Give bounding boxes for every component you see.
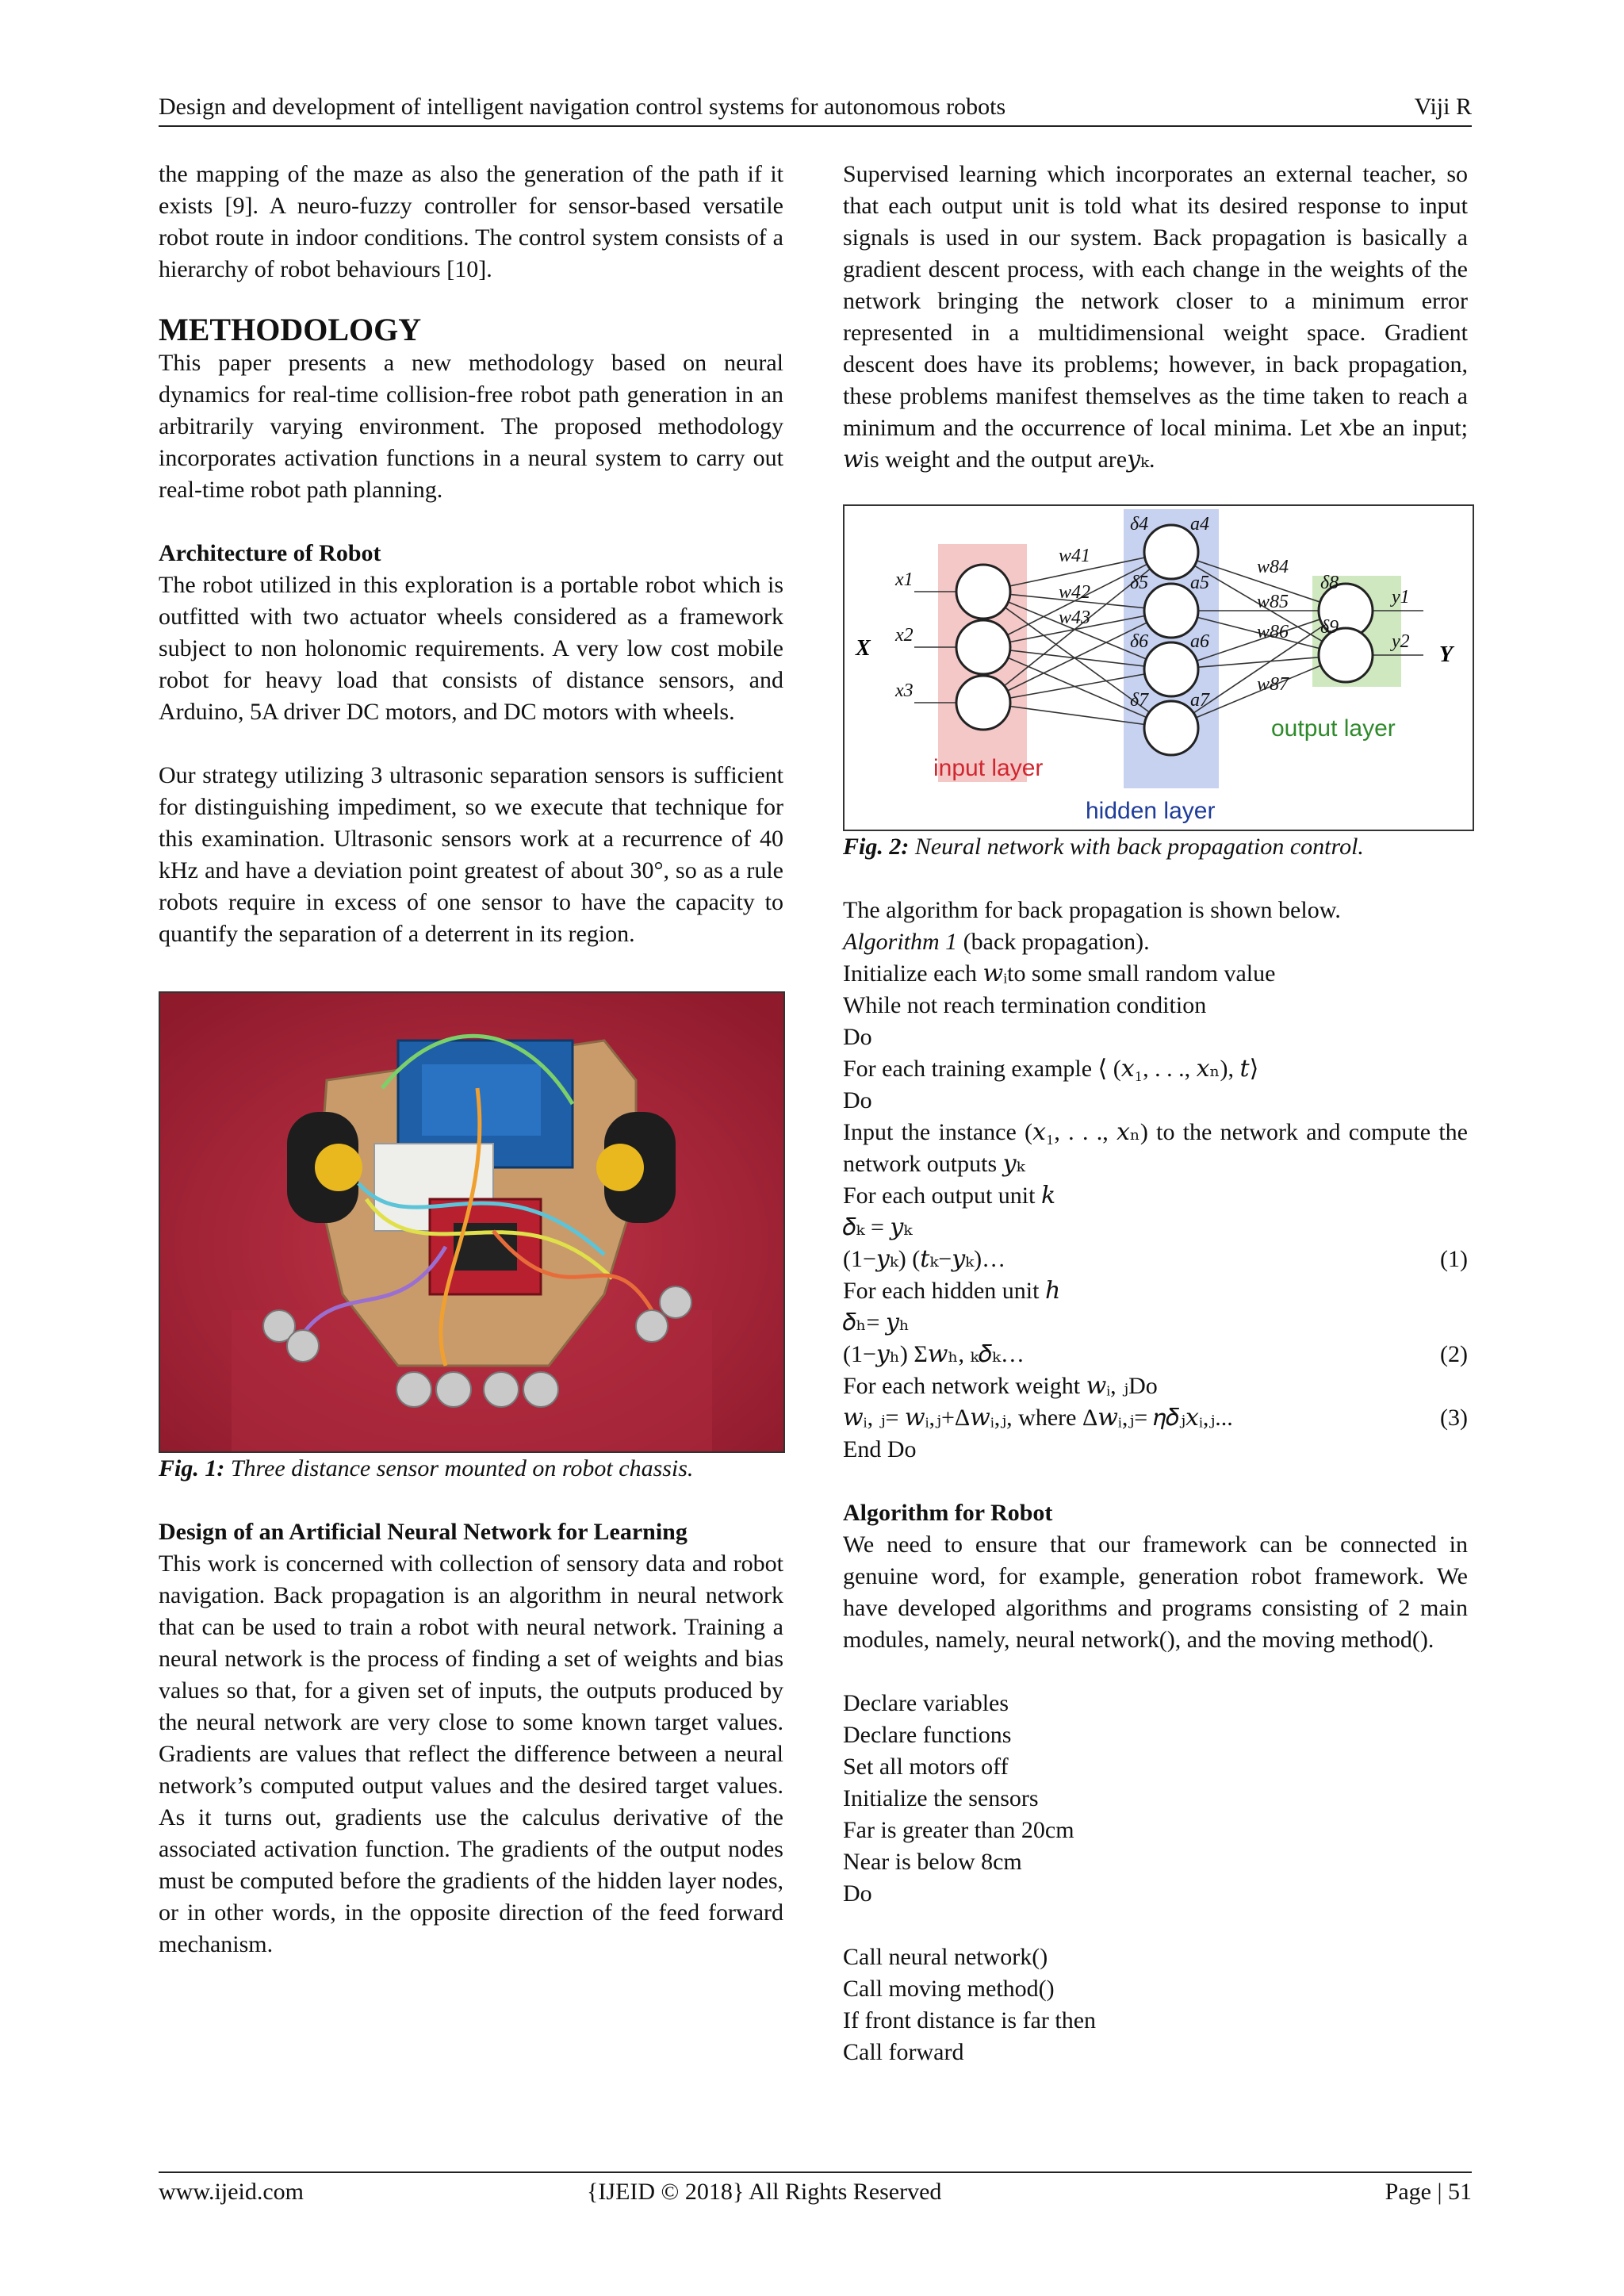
code-line: Far is greater than 20cm (843, 1817, 1074, 1843)
code-line: Do (843, 1880, 872, 1907)
algorithm-intro: The algorithm for back propagation is shown below. (843, 897, 1341, 923)
figure-1-robot-photo (159, 991, 785, 1453)
code-line: Set all motors off (843, 1754, 1009, 1780)
weight-label-41: w41 (1059, 546, 1091, 566)
output-label-1: y1 (1392, 587, 1410, 608)
act-label-4: a4 (1190, 514, 1209, 535)
right-column (843, 159, 1468, 2068)
left-paragraph-5: This work is concerned with collection of sensory data and robot navigation. Back propagation is an algorithm in neural network that can be used to train a robot with neural network. Training a neural network is the process of finding a set of weights and bias values so that, for a given set of inputs, the outputs produced by the neural network are very close to some known target values. Gradients are values that reflect the difference between a neural network’s computed output values and the desired target values. As it turns out, gradients use the calculus derivative of the associated activation function. The gradients of the output nodes must be computed before the gradients of the hidden layer nodes, or in other words, in the opposite direction of the feed forward mechanism. (159, 1550, 783, 1957)
right-paragraph-2: We need to ensure that our framework can be connected in genuine word, for example, generation robot framework. We have developed algorithms and programs consisting of 2 main modules, namely, neural network(), and the moving method(). (843, 1531, 1468, 1653)
figure-1-caption-text: Three distance sensor mounted on robot chassis. (224, 1455, 694, 1481)
equation-3-body: 𝑤ᵢ, ⱼ= 𝑤ᵢ,ⱼ+Δ𝑤ᵢ,ⱼ, where Δ𝑤ᵢ,ⱼ= 𝜂𝛿ⱼ𝑥ᵢ,ⱼ... (843, 1405, 1233, 1431)
robot-photo-illustration (160, 993, 783, 1451)
delta-label-5: δ5 (1130, 573, 1149, 593)
weight-label-84: w84 (1257, 557, 1289, 577)
hidden-layer-label: hidden layer (1086, 798, 1216, 824)
delta-label-6: δ6 (1130, 631, 1149, 652)
figure-1-label: Fig. 1: (159, 1455, 225, 1481)
output-label-2: y2 (1392, 631, 1410, 652)
algorithm-line: For each training example ⟨ (𝑥₁, . . ., 𝑥ₙ), 𝑡⟩ (843, 1056, 1259, 1082)
algorithm-line: For each output unit 𝑘 (843, 1182, 1056, 1209)
code-line: Near is below 8cm (843, 1849, 1022, 1875)
out-delta-label-9: δ9 (1320, 617, 1339, 638)
figure-2-label: Fig. 2: (843, 834, 910, 860)
delta-label-7: δ7 (1130, 690, 1149, 711)
equation-1-number: (1) (1440, 1246, 1468, 1272)
equation-1 (843, 1244, 1468, 1275)
left-paragraph-3: The robot utilized in this exploration is a portable robot which is outfitted with two actuator wheels considered as a framework subject to non holonomic requirements. A very low cost mobile robot for heavy load that consists of distance sensors, and Arduino, 5A driver DC motors, and DC motors with wheels. (159, 572, 783, 725)
algorithm-line: While not reach termination condition (843, 992, 1207, 1018)
header-author: Viji R (1414, 94, 1472, 120)
equation-2-number: (2) (1440, 1341, 1468, 1367)
algorithm-line: Do (843, 1087, 872, 1114)
input-layer-label: input layer (933, 755, 1044, 781)
weight-label-43: w43 (1059, 608, 1091, 628)
act-label-7: a7 (1190, 690, 1209, 711)
algorithm-line: 𝛿ₖ = 𝑦ₖ (843, 1214, 913, 1240)
weight-label-85: w85 (1257, 592, 1289, 612)
code-line: If front distance is far then (843, 2007, 1097, 2033)
algorithm-line: Initialize each 𝑤ᵢto some small random value (843, 960, 1276, 987)
code-line: Call moving method() (843, 1976, 1055, 2002)
output-layer-label: output layer (1271, 715, 1396, 742)
algorithm-title-name: Algorithm 1 (843, 929, 958, 955)
algorithm-input-line: Input the instance (𝑥₁, . . ., 𝑥ₙ) to the network and compute the network outputs 𝑦ₖ (843, 1119, 1468, 1177)
left-paragraph-1: the mapping of the maze as also the generation of the path if it exists [9]. A neuro-fuzzy controller for sensor-based versatile robot route in indoor conditions. The control system consists of a hierarchy of robot behaviours [10]. (159, 161, 783, 282)
footer-page-number: Page | 51 (1385, 2179, 1472, 2205)
input-node-1 (956, 565, 1010, 619)
weight-label-42: w42 (1059, 582, 1091, 603)
code-line: Call neural network() (843, 1944, 1048, 1970)
algorithm-title-rest: (back propagation). (957, 929, 1150, 955)
weight-label-87: w87 (1257, 674, 1289, 695)
right-paragraph-1: Supervised learning which incorporates an external teacher, so that each output unit is told what its desired response to input signals is used in our system. Back propagation is basically a gradient descent process, with each change in the weights of the network bringing the network closer to a minimum error represented in a multidimensional weight space. Gradient descent does have its problems; however, in back propagation, these problems manifest themselves as the time taken to reach a minimum and the occurrence of local minima. Let 𝑥be an input; 𝑤is weight and the output are𝑦ₖ. (843, 161, 1468, 473)
footer-rights: {IJEID © 2018} All Rights Reserved (587, 2179, 942, 2205)
algorithm-title (843, 926, 1468, 958)
algorithm-line: 𝛿ₕ= 𝑦ₕ (843, 1309, 910, 1336)
equation-2 (843, 1339, 1468, 1370)
input-node-3 (956, 676, 1010, 730)
footer-site: www.ijeid.com (159, 2179, 304, 2205)
figure-2-neural-network (843, 504, 1474, 831)
equation-3-number: (3) (1440, 1405, 1468, 1431)
neural-network-diagram (845, 506, 1473, 830)
input-vector-label: X (856, 636, 871, 661)
left-column (159, 159, 783, 1961)
robot-algorithm-heading: Algorithm for Robot (843, 1500, 1053, 1526)
footer-rule (159, 2171, 1472, 2173)
architecture-heading: Architecture of Robot (159, 540, 381, 566)
equation-3 (843, 1402, 1468, 1434)
left-paragraph-4: Our strategy utilizing 3 ultrasonic separation sensors is sufficient for distinguishing impediment, so we execute that technique for this examination. Ultrasonic sensors work at a recurrence of 40 kHz and have a deviation point greatest of about 30°, so as a rule robots require in excess of one sensor to have the capacity to quantify the separation of a deterrent in its region. (159, 762, 783, 947)
algorithm-end: End Do (843, 1436, 917, 1462)
header-rule (159, 125, 1472, 127)
algorithm-line: Do (843, 1024, 872, 1050)
algorithm-line: For each network weight 𝑤ᵢ, ⱼDo (843, 1373, 1158, 1399)
delta-label-4: δ4 (1130, 514, 1149, 535)
input-node-2 (956, 620, 1010, 674)
code-line: Declare variables (843, 1690, 1009, 1716)
left-paragraph-2: This paper presents a new methodology based on neural dynamics for real-time collision-free robot path generation in an arbitrarily varying environment. The proposed methodology incorporates activation functions in a neural system to carry out real-time robot path planning. (159, 350, 783, 503)
code-line: Call forward (843, 2039, 964, 2065)
output-vector-label: Y (1439, 642, 1454, 667)
act-label-5: a5 (1190, 573, 1209, 593)
input-label-3: x3 (895, 680, 914, 701)
weight-label-86: w86 (1257, 622, 1289, 642)
input-label-2: x2 (895, 625, 914, 646)
algorithm-line: For each hidden unit ℎ (843, 1278, 1061, 1304)
out-delta-label-8: δ8 (1320, 573, 1339, 593)
methodology-heading: METHODOLOGY (159, 312, 422, 347)
figure-1-caption (159, 1453, 783, 1485)
equation-1-body: (1−𝑦ₖ) (𝑡ₖ−𝑦ₖ)… (843, 1246, 1006, 1272)
code-line: Declare functions (843, 1722, 1012, 1748)
ann-heading: Design of an Artificial Neural Network for Learning (159, 1519, 688, 1545)
figure-2-caption (843, 831, 1468, 863)
input-label-1: x1 (895, 569, 914, 590)
figure-2-caption-text: Neural network with back propagation control. (909, 834, 1364, 860)
header-title: Design and development of intelligent navigation control systems for autonomous robots (159, 94, 1006, 120)
equation-2-body: (1−𝑦ₕ) Σ𝑤ₕ, ₖ𝛿ₖ… (843, 1341, 1025, 1367)
code-line: Initialize the sensors (843, 1785, 1039, 1811)
act-label-6: a6 (1190, 631, 1209, 652)
